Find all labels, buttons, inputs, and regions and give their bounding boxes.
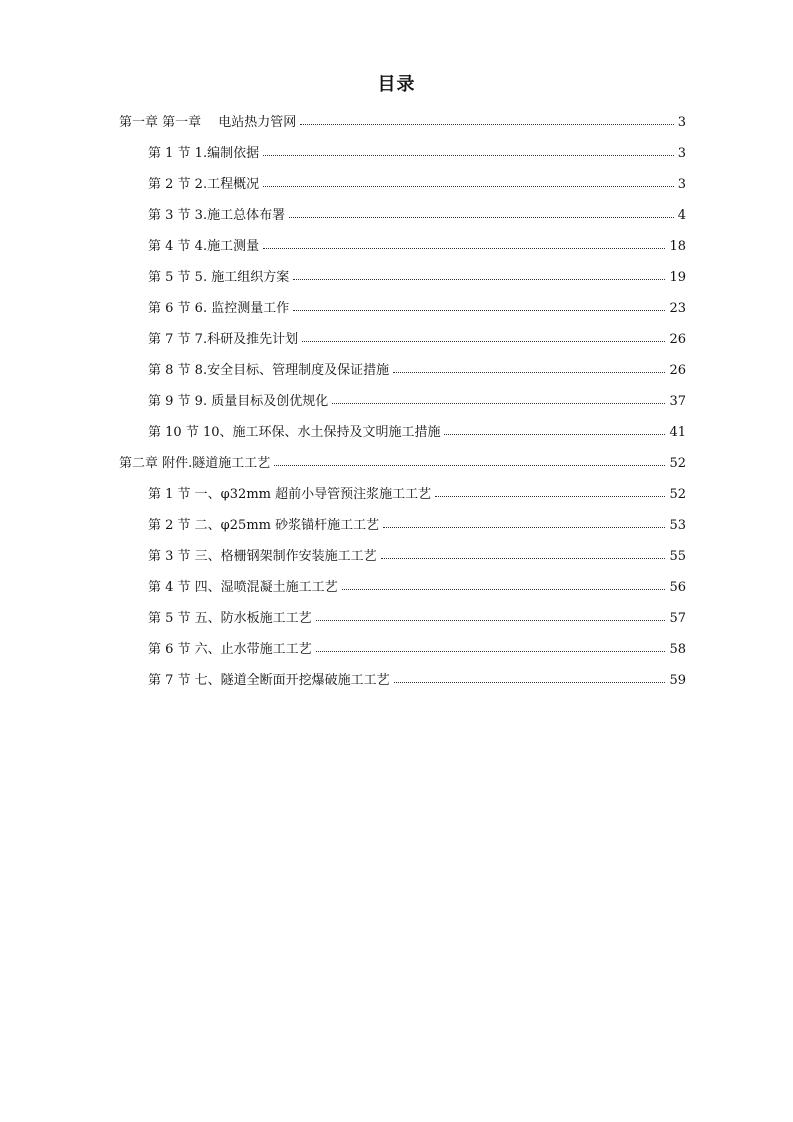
toc-dot-leader (302, 327, 665, 342)
toc-dot-leader (383, 513, 665, 528)
toc-dot-leader (293, 296, 665, 311)
toc-section-entry[interactable] (119, 200, 686, 231)
toc-entry-label: 第 5 节 5. 施工组织方案 (148, 270, 290, 285)
toc-page-number: 59 (669, 673, 686, 688)
toc-list (119, 107, 686, 696)
toc-page-number: 23 (669, 301, 686, 316)
toc-page-number: 56 (669, 580, 686, 595)
toc-entry-label: 第 7 节 七、隧道全断面开挖爆破施工工艺 (148, 673, 390, 688)
toc-section-entry[interactable] (119, 262, 686, 293)
toc-dot-leader (263, 141, 674, 156)
toc-entry-label: 第 1 节 1.编制依据 (148, 146, 260, 161)
toc-entry-label: 第 8 节 8.安全目标、管理制度及保证措施 (148, 363, 390, 378)
toc-entry-label: 第 4 节 4.施工测量 (148, 239, 260, 254)
toc-page-number: 26 (669, 363, 686, 378)
toc-entry-label: 第 9 节 9. 质量目标及创优规化 (148, 394, 329, 409)
toc-dot-leader (393, 358, 665, 373)
toc-page-number: 41 (669, 425, 686, 440)
toc-entry-label: 第 3 节 三、格栅钢架制作安装施工工艺 (148, 549, 377, 564)
toc-dot-leader (394, 668, 666, 683)
toc-title: 目录 (377, 74, 416, 95)
toc-section-entry[interactable] (119, 479, 686, 510)
toc-dot-leader (274, 451, 665, 466)
toc-page-number: 26 (669, 332, 686, 347)
toc-dot-leader (289, 203, 674, 218)
toc-dot-leader (342, 575, 666, 590)
toc-page-number: 3 (677, 146, 686, 161)
toc-dot-leader (263, 234, 665, 249)
toc-section-entry[interactable] (119, 417, 686, 448)
toc-entry-label: 第二章 附件.隧道施工工艺 (119, 456, 271, 471)
toc-section-entry[interactable] (119, 386, 686, 417)
toc-entry-label: 第 2 节 二、φ25mm 砂浆锚杆施工工艺 (148, 518, 380, 533)
toc-dot-leader (316, 606, 666, 621)
toc-section-entry[interactable] (119, 231, 686, 262)
toc-section-entry[interactable] (119, 665, 686, 696)
toc-dot-leader (435, 482, 665, 497)
toc-entry-label: 第 3 节 3.施工总体布署 (148, 208, 286, 223)
toc-dot-leader (300, 110, 673, 125)
toc-entry-label: 第 1 节 一、φ32mm 超前小导管预注浆施工工艺 (148, 487, 432, 502)
toc-dot-leader (263, 172, 674, 187)
toc-section-entry[interactable] (119, 634, 686, 665)
toc-entry-label: 第一章 第一章 电站热力管网 (119, 115, 297, 130)
toc-section-entry[interactable] (119, 510, 686, 541)
toc-page-number: 55 (669, 549, 686, 564)
toc-entry-label: 第 4 节 四、湿喷混凝土施工工艺 (148, 580, 338, 595)
toc-section-entry[interactable] (119, 293, 686, 324)
toc-page-number: 37 (669, 394, 686, 409)
toc-entry-label: 第 6 节 六、止水带施工工艺 (148, 642, 312, 657)
toc-section-entry[interactable] (119, 603, 686, 634)
toc-dot-leader (381, 544, 666, 559)
toc-chapter-entry[interactable] (119, 107, 686, 138)
toc-section-entry[interactable] (119, 324, 686, 355)
toc-section-entry[interactable] (119, 169, 686, 200)
toc-entry-label: 第 10 节 10、施工环保、水土保持及文明施工措施 (148, 425, 441, 440)
toc-page-number: 53 (669, 518, 686, 533)
toc-entry-label: 第 6 节 6. 监控测量工作 (148, 301, 290, 316)
toc-dot-leader (316, 637, 666, 652)
toc-entry-label: 第 7 节 7.科研及推先计划 (148, 332, 299, 347)
toc-page-number: 19 (669, 270, 686, 285)
toc-page-number: 58 (669, 642, 686, 657)
toc-entry-label: 第 2 节 2.工程概况 (148, 177, 260, 192)
toc-dot-leader (293, 265, 665, 280)
toc-dot-leader (444, 420, 665, 435)
toc-dot-leader (332, 389, 665, 404)
toc-section-entry[interactable] (119, 572, 686, 603)
toc-section-entry[interactable] (119, 355, 686, 386)
toc-page-number: 52 (669, 487, 686, 502)
toc-page-number: 52 (669, 456, 686, 471)
toc-page-number: 18 (669, 239, 686, 254)
toc-entry-label: 第 5 节 五、防水板施工工艺 (148, 611, 312, 626)
toc-page-number: 57 (669, 611, 686, 626)
toc-chapter-entry[interactable] (119, 448, 686, 479)
toc-page-number: 3 (677, 177, 686, 192)
toc-section-entry[interactable] (119, 138, 686, 169)
toc-page-number: 3 (677, 115, 686, 130)
toc-section-entry[interactable] (119, 541, 686, 572)
toc-page-number: 4 (677, 208, 686, 223)
